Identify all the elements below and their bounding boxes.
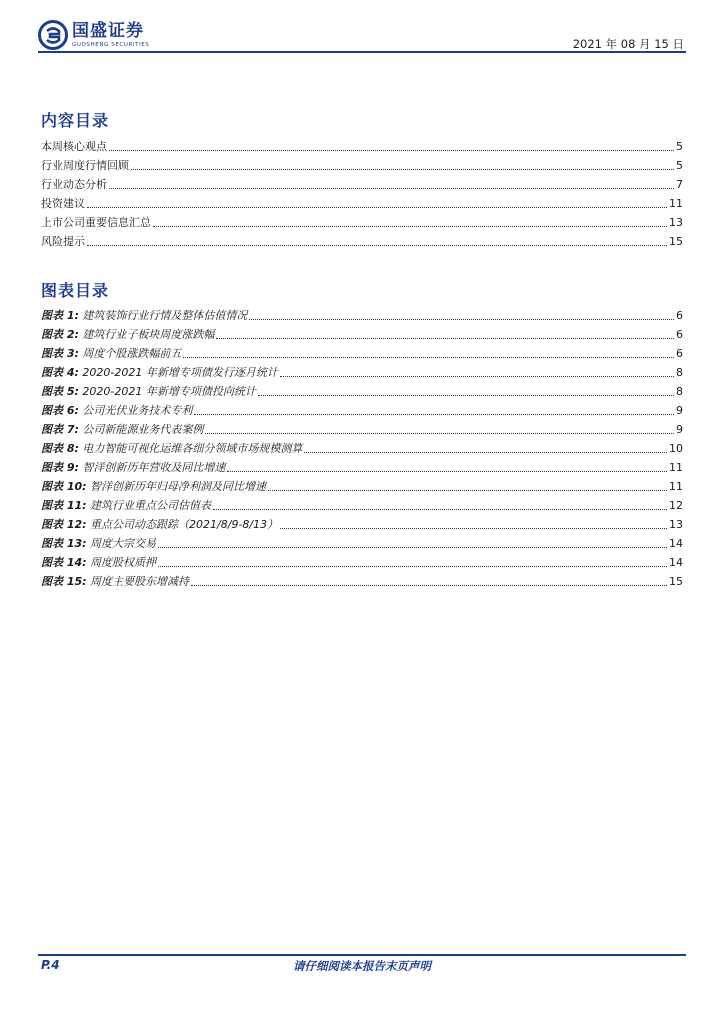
figure-number: 图表 2: — [41, 328, 79, 341]
figure-page: 8 — [676, 366, 683, 379]
toc-title: 内容目录 — [41, 111, 110, 130]
toc-entry[interactable] — [41, 154, 683, 173]
figure-page: 15 — [669, 575, 683, 588]
toc-entry[interactable] — [41, 192, 683, 211]
toc-leader-dots — [258, 394, 674, 396]
figure-title: 建筑装饰行业行情及整体估值情况 — [82, 309, 248, 322]
company-logo — [38, 20, 149, 50]
toc-leader-dots — [153, 225, 667, 227]
toc-leader-dots — [87, 244, 667, 246]
figure-page: 11 — [669, 480, 683, 493]
figure-title: 重点公司动态跟踪（2021/8/9-8/13） — [90, 518, 279, 531]
figure-title: 2020-2021 年新增专项债发行逐月统计 — [82, 366, 278, 379]
figure-entry[interactable] — [41, 399, 683, 418]
toc-leader-dots — [194, 413, 674, 415]
toc-entry[interactable] — [41, 173, 683, 192]
figure-entry[interactable] — [41, 475, 683, 494]
toc-entry-page: 11 — [669, 197, 683, 210]
figure-title: 建筑行业重点公司估值表 — [90, 499, 212, 512]
toc-leader-dots — [304, 451, 667, 453]
toc-entry[interactable] — [41, 135, 683, 154]
figure-entry[interactable] — [41, 361, 683, 380]
figure-number: 图表 15: — [41, 575, 87, 588]
toc-leader-dots — [109, 149, 674, 151]
figure-number: 图表 14: — [41, 556, 87, 569]
figure-number: 图表 8: — [41, 442, 79, 455]
toc-entry-label: 风险提示 — [41, 235, 85, 248]
toc-leader-dots — [158, 546, 667, 548]
figure-page: 11 — [669, 461, 683, 474]
figure-page: 6 — [676, 309, 683, 322]
toc-entry-label: 行业动态分析 — [41, 178, 107, 191]
figure-entry[interactable] — [41, 532, 683, 551]
toc-leader-dots — [109, 187, 674, 189]
logo-chinese-name: 国盛证券 — [72, 20, 144, 41]
figure-title: 建筑行业子板块周度涨跌幅 — [82, 328, 215, 341]
toc-entry[interactable] — [41, 230, 683, 249]
figure-entry[interactable] — [41, 418, 683, 437]
toc-entry-label: 本周核心观点 — [41, 140, 107, 153]
figure-title: 周度股权质押 — [90, 556, 157, 569]
toc-leader-dots — [213, 508, 667, 510]
figure-page: 14 — [669, 556, 683, 569]
toc-leader-dots — [191, 584, 667, 586]
figure-title: 周度大宗交易 — [90, 537, 157, 550]
figures-list — [41, 304, 683, 589]
figure-title: 公司新能源业务代表案例 — [82, 423, 204, 436]
toc-leader-dots — [280, 527, 667, 529]
figure-number: 图表 12: — [41, 518, 87, 531]
figure-number: 图表 5: — [41, 385, 79, 398]
figure-entry[interactable] — [41, 494, 683, 513]
toc-entry-page: 5 — [676, 159, 683, 172]
figure-page: 9 — [676, 423, 683, 436]
figure-page: 8 — [676, 385, 683, 398]
toc-leader-dots — [227, 470, 667, 472]
toc-entry-label: 上市公司重要信息汇总 — [41, 216, 151, 229]
figure-page: 12 — [669, 499, 683, 512]
header-divider — [38, 51, 686, 53]
figure-title: 2020-2021 年新增专项债投向统计 — [82, 385, 256, 398]
figure-page: 6 — [676, 347, 683, 360]
toc-leader-dots — [205, 432, 674, 434]
figure-entry[interactable] — [41, 456, 683, 475]
figure-number: 图表 11: — [41, 499, 87, 512]
toc-entry[interactable] — [41, 211, 683, 230]
toc-leader-dots — [249, 318, 674, 320]
figure-title: 周度主要股东增减持 — [90, 575, 190, 588]
page-number: P.4 — [41, 958, 60, 972]
figure-title: 智洋创新历年营收及同比增速 — [82, 461, 226, 474]
toc-entry-page: 15 — [669, 235, 683, 248]
toc-entry-label: 行业周度行情回顾 — [41, 159, 129, 172]
figure-entry[interactable] — [41, 304, 683, 323]
figure-number: 图表 10: — [41, 480, 87, 493]
logo-english-name: GUOSHENG SECURITIES — [72, 41, 150, 48]
figure-number: 图表 13: — [41, 537, 87, 550]
figure-entry[interactable] — [41, 342, 683, 361]
figure-number: 图表 1: — [41, 309, 79, 322]
figure-title: 电力智能可视化运维各细分领域市场规模测算 — [82, 442, 303, 455]
figure-page: 13 — [669, 518, 683, 531]
figure-entry[interactable] — [41, 437, 683, 456]
report-date: 2021 年 08 月 15 日 — [572, 37, 684, 51]
footer-divider — [38, 954, 686, 956]
figure-entry[interactable] — [41, 323, 683, 342]
figure-page: 9 — [676, 404, 683, 417]
toc-entry-page: 13 — [669, 216, 683, 229]
figure-page: 6 — [676, 328, 683, 341]
toc-leader-dots — [216, 337, 674, 339]
figure-title: 周度个股涨跌幅前五 — [82, 347, 182, 360]
toc-leader-dots — [183, 356, 674, 358]
figure-page: 10 — [669, 442, 683, 455]
toc-leader-dots — [158, 565, 667, 567]
toc-leader-dots — [131, 168, 674, 170]
figure-page: 14 — [669, 537, 683, 550]
figure-entry[interactable] — [41, 513, 683, 532]
figure-entry[interactable] — [41, 551, 683, 570]
toc-list — [41, 135, 683, 249]
figure-number: 图表 6: — [41, 404, 79, 417]
figure-title: 智洋创新历年归母净利润及同比增速 — [90, 480, 267, 493]
toc-leader-dots — [268, 489, 667, 491]
toc-entry-page: 5 — [676, 140, 683, 153]
guosheng-logo-icon — [38, 20, 68, 50]
figure-number: 图表 7: — [41, 423, 79, 436]
toc-leader-dots — [87, 206, 667, 208]
figure-title: 公司光伏业务技术专利 — [82, 404, 193, 417]
figure-entry[interactable] — [41, 570, 683, 589]
toc-entry-page: 7 — [676, 178, 683, 191]
toc-leader-dots — [280, 375, 674, 377]
disclaimer-notice: 请仔细阅读本报告末页声明 — [293, 959, 431, 973]
toc-entry-label: 投资建议 — [41, 197, 85, 210]
figure-entry[interactable] — [41, 380, 683, 399]
figure-number: 图表 3: — [41, 347, 79, 360]
figures-title: 图表目录 — [41, 281, 110, 300]
figure-number: 图表 9: — [41, 461, 79, 474]
figure-number: 图表 4: — [41, 366, 79, 379]
